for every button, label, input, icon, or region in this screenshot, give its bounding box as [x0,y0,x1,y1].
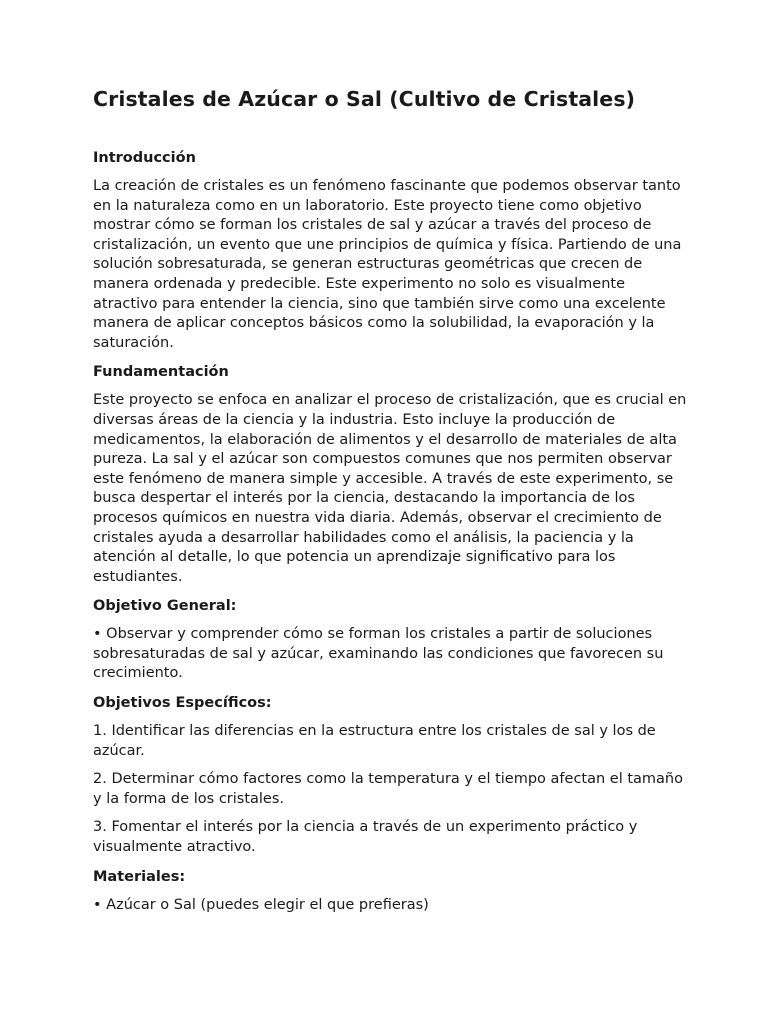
section-fundamentacion [93,362,693,587]
section-heading: Fundamentación [93,364,229,381]
section-heading: Introducción [93,150,196,166]
numbered-item: 1. Identificar las diferencias en la estructura entre los cristales de sal y los de azúcar. [93,723,656,759]
section-heading: Objetivos Específicos: [93,695,272,712]
page-title: Cristales de Azúcar o Sal (Cultivo de Cristales) [93,87,636,111]
bullet-item: • Observar y comprender cómo se forman los cristales a partir de soluciones sobresaturadas de sal y azúcar, examinando las condiciones que favorecen su crecimiento. [93,626,664,682]
section-objetivos-especificos [93,693,693,858]
document-page [93,86,693,924]
numbered-item: 3. Fomentar el interés por la ciencia a través de un experimento práctico y visualmente atractivo. [93,819,638,856]
section-objetivo-general [93,596,693,684]
section-heading: Materiales: [93,868,186,885]
bullet-item: • Azúcar o Sal (puedes elegir el que prefieras) [93,896,429,913]
section-heading: Objetivo General: [93,598,237,615]
paragraph: Este proyecto se enfoca en analizar el proceso de cristalización, que es crucial en diversas áreas de la ciencia y la industria. Esto incluye la producción de medicamentos, la elaboración de alimentos y el desarrollo de materiales de alta pureza. La sal y el azúcar son compuestos comunes que nos permiten observar este fenómeno de manera simple y accesible. A través de este experimento, se busca despertar el interés por la ciencia, destacando la importancia de los procesos químicos en nuestra vida diaria. Además, observar el crecimiento de cristales ayuda a desarrollar habilidades como el análisis, la paciencia y la atención al detalle, lo que potencia un aprendizaje significativo para los estudiantes. [93,392,687,585]
section-introduccion [93,148,693,353]
numbered-item: 2. Determinar cómo factores como la temperatura y el tiempo afectan el tamaño y la forma de los cristales. [93,771,683,807]
section-materiales [93,867,693,916]
paragraph: La creación de cristales es un fenómeno fascinante que podemos observar tanto en la naturaleza como en un laboratorio. Este proyecto tiene como objetivo mostrar cómo se forman los cristales de sal y azúcar a través del proceso de cristalización, un evento que une principios de química y física. Partiendo de una solución sobresaturada, se generan estructuras geométricas que crecen de manera ordenada y predecible. Este experimento no solo es visualmente atractivo para entender la ciencia, sino que también sirve como una excelente manera de aplicar conceptos básicos como la solubilidad, la evaporación y la saturación. [93,178,682,351]
